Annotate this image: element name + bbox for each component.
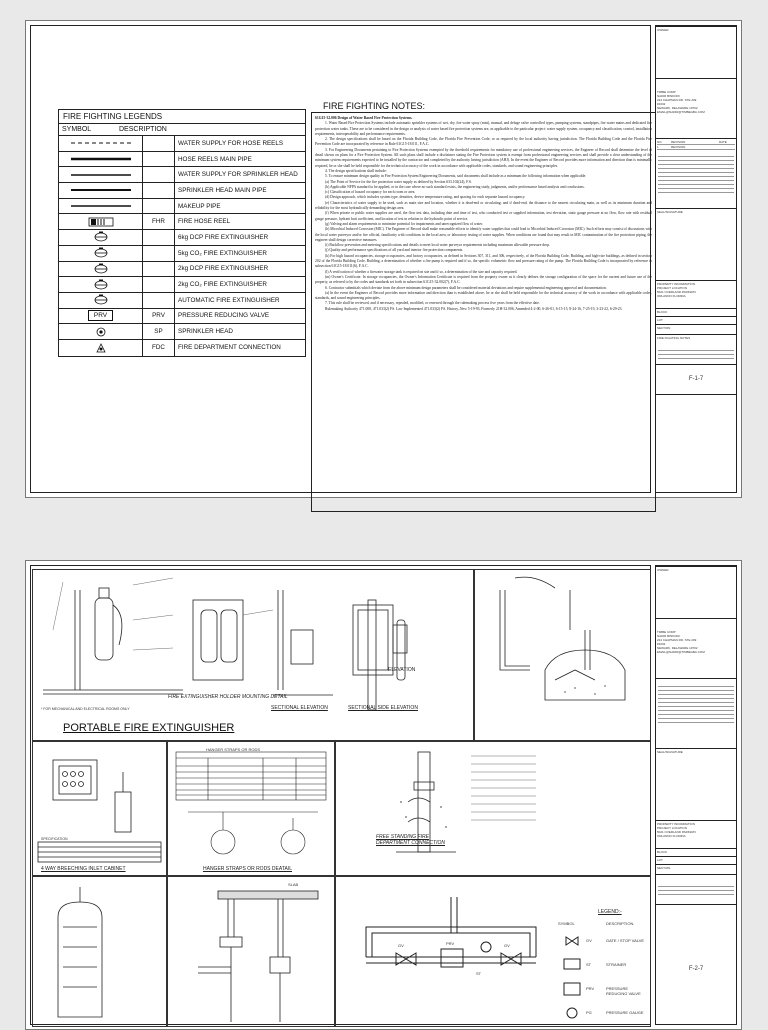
legend-col-description: DESCRIPTION xyxy=(119,125,167,133)
legend-description: AUTOMATIC FIRE EXTINGUISHER xyxy=(178,296,280,304)
legend-symbol-cell xyxy=(59,309,143,324)
legend-description: FIRE DEPARTMENT CONNECTION xyxy=(178,344,281,352)
note-paragraph: (k) For high hazard occupancies, storage occupancies, and factory occupancies, as defined in Sections 307, 311, and 306, respectively, of the Florida Building Code, Building, and high-rise buildings, as defined in section 202 of the Florida Building Code, Building, a determination of whether a fire pump is required and if so, the specific volumetric flow and pressure rating of the pump. The Florida Building Code is incorporated by reference in subsection 61G15-18.011(6), F.A.C. xyxy=(315,253,652,269)
note-paragraph: (a) The Point of Service for the fire protection water supply as defined by Section 633.102(24), F.S. xyxy=(325,179,472,184)
fdc-drawing xyxy=(336,742,650,875)
legend-description: 6kg DCP FIRE EXTINGUISHER xyxy=(178,233,269,241)
title-block xyxy=(655,25,737,493)
thick-line-icon xyxy=(71,157,131,161)
legend-title: FIRE FIGHTING LEGENDS xyxy=(59,110,305,124)
legend-row xyxy=(59,324,305,340)
tb-address-line: NADIR BINKOFF xyxy=(657,94,681,98)
slab-label: SLAB xyxy=(288,882,299,887)
pipe-detail-pane xyxy=(474,569,651,741)
legend-abbr xyxy=(143,262,175,277)
note-paragraph: Rulemaking Authority 471.008, 471.033(2) FS. Law Implemented 471.033(2) FS. History–New 5-19-93, Formerly 21H-32.006, Amended 4-2-00, 6-26-01, 6-15-15, 8-24-16, 7-25-19, 3-23-22, 6-29-23. xyxy=(325,306,623,311)
legend-symbol-cell xyxy=(59,230,143,245)
valve-legend-col-desc: DESCRIPTION xyxy=(606,921,634,926)
note-paragraph: (b) Applicable NFPA standard to be applied, or in the case where no such standard exists, the engineering study, judgments, and/or performance based analysis and conclusions. xyxy=(325,184,585,189)
tb-owner: OWNER xyxy=(656,26,736,78)
breeching-title: 4 WAY BREECHING INLET CABINET xyxy=(41,866,126,872)
legend-row xyxy=(59,340,305,356)
extinguisher-icon xyxy=(94,294,108,306)
legend-abbr xyxy=(143,136,175,151)
riser-pane xyxy=(167,876,335,1027)
legend-abbr: FDC xyxy=(143,340,175,356)
prv-station-pane xyxy=(335,876,651,1027)
medium-line-icon xyxy=(71,173,131,177)
tb2-sheet-title xyxy=(656,874,736,904)
tb-seal: SEAL/SIGNATURE xyxy=(656,208,736,280)
tb-project: PROPERTY INFORMATION PROJECT LOCATION 5021 OVERLAND PARKWAY ORLANDO FLORIDA xyxy=(656,280,736,308)
legend-description: WATER SUPPLY FOR SPRINKLER HEAD xyxy=(178,171,298,179)
tb2-project: PROPERTY INFORMATION PROJECT LOCATION 5021 OVERLAND PARKWAY ORLANDO FLORIDA xyxy=(656,820,736,848)
legend-abbr xyxy=(143,167,175,182)
tb-address-line: NADIR BINKOFF xyxy=(657,634,681,638)
note-paragraph: 1. Water Based Fire Protection Systems include automatic sprinkler systems of wet, dry, fire water spray (mist), manual, and deluge valve controlled types, pumping systems, standpipes, fire water mains and dedicated fire protection water tanks. These are to be considered in the design or analysis of water based fire protection systems are, as applicable to the particular project: water supply system, occupancy and classification, control, installation requirements, interoperability and performance requirements. xyxy=(315,121,652,136)
tb-address-line: NEWARK, DELAWARE 19702 xyxy=(657,106,698,110)
extinguisher-icon xyxy=(94,247,108,259)
breeching-inlet-drawing xyxy=(33,742,166,875)
legend-abbr xyxy=(143,199,175,214)
legend-description: SPRINKLER HEAD MAIN PIPE xyxy=(178,186,267,194)
title-block-2 xyxy=(655,565,737,1025)
hangers-pane xyxy=(167,741,335,876)
note-paragraph: (g) Valving and alarm requirements to minimize potential for impairments and unrecognized flow of water. xyxy=(325,221,483,226)
tb-address-line: #1632 xyxy=(657,642,666,646)
extinguisher-holder-drawing xyxy=(33,570,473,740)
tb2-revisions xyxy=(656,678,736,748)
holder-title: FIRE EXTINGUISHER HOLDER MOUNTING DETAIL xyxy=(168,694,288,700)
legend-description: MAKEUP PIPE xyxy=(178,202,221,210)
valve-legend-description: PRESSURE REDUCING VALVE xyxy=(606,986,641,996)
note-paragraph: (c) Classification of hazard occupancy for each room or area. xyxy=(325,190,416,195)
tb-project-address-line: 5021 OVERLAND PARKWAY xyxy=(657,830,697,834)
legend-symbol-cell xyxy=(59,262,143,277)
elevation-title: ELEVATION xyxy=(388,667,416,673)
legend-header xyxy=(59,124,305,136)
legend-row xyxy=(59,277,305,293)
hangers-drawing xyxy=(168,742,334,875)
hangers-table-title: HANGER STRAPS OR RODS xyxy=(206,747,261,752)
breeching-pane xyxy=(32,741,167,876)
legend-row xyxy=(59,246,305,262)
valve-legend-description: STRAINER xyxy=(606,962,627,967)
gv-label-1: GV xyxy=(398,943,404,948)
fdc-title: FREE STANDING FIRE DEPARTMENT CONNECTION xyxy=(376,834,445,846)
legend-description: 2kg DCP FIRE EXTINGUISHER xyxy=(178,265,269,273)
tb-block: BLOCK xyxy=(656,308,736,316)
legend-row xyxy=(59,136,305,152)
sheet-fire-fighting-notes xyxy=(25,20,742,498)
legend-col-symbol: SYMBOL xyxy=(62,125,92,133)
legend-row xyxy=(59,309,305,325)
legend-symbol-cell xyxy=(59,246,143,261)
tb-company: TIMBE CORP NADIR BINKOFF 234 CHAPMAN RD. STE 209 #1632 NEWARK, DELAWARE 19702 EMAIL@NADIR@TIMBEGBA.COM xyxy=(656,78,736,138)
note-paragraph: (d) Design approach, which includes system type, densities, device temperature rating, and spacing for each separate hazard occupancy. xyxy=(325,195,526,200)
note-paragraph: 5. To ensure minimum design quality in Fire Protection System Engineering Documents, said documents shall include as a minimum the following information when applicable. xyxy=(325,174,587,179)
thin-line-icon xyxy=(71,188,131,192)
dashed-line-icon xyxy=(71,141,131,145)
tb2-owner: OWNER xyxy=(656,566,736,618)
st-label: ST xyxy=(476,971,482,976)
legend-symbol-cell xyxy=(59,324,143,339)
tb-sheet-number: F-1-7 xyxy=(656,364,736,394)
legend-symbol-cell xyxy=(59,293,143,308)
legend-row xyxy=(59,293,305,309)
note-paragraph: 4. The design specifications shall include: xyxy=(325,168,387,173)
specification-label: SPECIFICATION xyxy=(41,837,68,841)
legend-description: WATER SUPPLY FOR HOSE REELS xyxy=(178,139,284,147)
legend-abbr xyxy=(143,293,175,308)
note-paragraph: 2. The design specifications shall be based on the Florida Building Code, the Florida Fire Prevention Code, or as required by the local authority having jurisdiction. The Florida Building Code and the Florida Fire Prevention Code are incorporated by reference in Rule 61G15-18.011, F.A.C. xyxy=(315,137,652,147)
tb-revisions: NO. REVISION DATE 1 REVISION xyxy=(656,138,736,208)
tb-address-line: #1632 xyxy=(657,102,666,106)
hangers-title: HANGER STRAPS OR RODS DEATAIL xyxy=(203,866,292,872)
extinguisher-icon xyxy=(94,279,108,291)
sectional-elevation-title: SECTIONAL ELEVATION xyxy=(271,705,328,711)
legend-abbr xyxy=(143,246,175,261)
note-paragraph: 6. Contractor submittals which deviate from the above minimum design parameters shall be considered material deviations and require supplemental engineering approval and documentation. xyxy=(325,285,607,290)
legend-abbr xyxy=(143,277,175,292)
note-paragraph: (m) Owner's Certificate. In storage occupancies, the Owner's Information Certificate is required from the property owner as it clearly defines the storage configuration of the space for the current and future use of the property, as referred to by the codes and standards set forth in subsection 61G15-32.002(7), F.A.C. xyxy=(315,274,652,285)
legend-symbol-cell xyxy=(59,199,143,214)
sprinkler-icon xyxy=(96,327,106,337)
legend-row xyxy=(59,230,305,246)
hose-reel-icon xyxy=(88,217,114,227)
tank-pane xyxy=(32,876,167,1027)
tb-address-line: NEWARK, DELAWARE 19702 xyxy=(657,646,698,650)
valve-legend-abbr: GV xyxy=(586,938,592,943)
tb-address-line: EMAIL@NADIR@TIMBEGBA.COM xyxy=(657,110,705,114)
note-paragraph: (l) A verification of whether a firewater storage tank is required on site and if so, a determination of the size and capacity required. xyxy=(325,269,518,274)
legend-description: HOSE REELS MAIN PIPE xyxy=(178,155,252,163)
prv-station-drawing xyxy=(336,877,650,1027)
note-paragraph: 3. For Engineering Documents pertaining to Fire Protection Systems exempted by the threshold requirements for mandatory use of professional engineering services, the Engineer of Record shall determine the level of detail shown on plans for a Fire Protection System. All such plans shall include a disclaimer stating the Fire Protection system is exempt from professional engineering services and shall provide a clear understanding of the minimum system requirements expected to be installed by the contractor and completed by the authority having jurisdiction (AHJ). In the event the Engineer of Record provides more information and direction than is minimally required, he or she shall be held responsible for the technical accuracy of the work in accordance with applicable codes, standards, and sound engineering principles. xyxy=(315,147,652,168)
legend-abbr: FHR xyxy=(143,214,175,229)
tb-lot: LOT xyxy=(656,316,736,324)
legend-abbr: SP xyxy=(143,324,175,339)
tb-project-address-line: 5021 OVERLAND PARKWAY xyxy=(657,290,697,294)
legend-abbr: PRV xyxy=(143,309,175,324)
legend-description: 2kg CO₂ FIRE EXTINGUISHER xyxy=(178,281,267,289)
fdc-pane xyxy=(335,741,651,876)
legend-row xyxy=(59,152,305,168)
note-paragraph: (a) In the event the Engineer of Record provides more information and direction than is established above, he or she shall be held responsible for the technical accuracy of the work in accordance with applicable codes, standards, and sound engineering principles. xyxy=(315,290,652,301)
tb2-sheet-number: F-2-7 xyxy=(656,904,736,1024)
elev-note: * FOR MECHANICAL AND ELECTRICAL ROOMS ONLY xyxy=(41,707,130,711)
gv-label-2: GV xyxy=(504,943,510,948)
legend-symbol-cell xyxy=(59,214,143,229)
note-paragraph: (f) When private or public water supplies are used, the flow test data, including date and time of test, who conducted test or supplied information, test elevation, static gauge pressure at no flow, flow rate with residual gauge pressure, hydrant butt coefficient, and location of test in relation to the hydraulic point of service. xyxy=(315,211,652,221)
legend-description: SPRINKLER HEAD xyxy=(178,328,233,336)
valve-legend-abbr: ST xyxy=(586,962,592,967)
legend-symbol-cell xyxy=(59,167,143,182)
underground-pipe-drawing xyxy=(475,570,650,740)
sectional-side-title: SECTIONAL SIDE ELEVATION xyxy=(348,705,418,711)
legend-row xyxy=(59,199,305,215)
note-paragraph: 7. This rule shall be reviewed, and if necessary, repealed, modified, or renewed through the rulemaking process five years from the effective date. xyxy=(325,301,540,306)
sheet-fire-fighting-details xyxy=(25,560,742,1030)
tb-address-line: EMAIL@NADIR@TIMBEGBA.COM xyxy=(657,650,705,654)
prv-box-icon: PRV xyxy=(88,310,113,321)
tb2-section: SECTION xyxy=(656,864,736,874)
tb-address-line: 234 CHAPMAN RD. STE 209 xyxy=(657,98,697,102)
legend-abbr xyxy=(143,152,175,167)
legend-description: PRESSURE REDUCING VALVE xyxy=(178,312,270,320)
note-paragraph: (e) Characteristics of water supply to be used, such as main size and location, whether it is dead-end or circulating; and if dead-end, the distance to the nearest circulating main, as well as its minimum duration and reliability for the most hydraulically demanding design area. xyxy=(315,200,652,211)
valve-legend-col-symbol: SYMBOL xyxy=(558,921,575,926)
legend-symbol-cell xyxy=(59,183,143,198)
legend-row xyxy=(59,183,305,199)
extinguisher-icon xyxy=(94,263,108,275)
tb2-seal: SEAL/SIGNATURE xyxy=(656,748,736,820)
tb-section: SECTION xyxy=(656,324,736,334)
valve-legend-description: GATE / STOP VALVE xyxy=(606,938,645,943)
prv-label: PRV xyxy=(446,941,455,946)
valve-legend-description: PRESSURE GAUGE xyxy=(606,1010,644,1015)
legend-abbr xyxy=(143,183,175,198)
riser-drawing xyxy=(168,877,334,1027)
portable-extinguisher-pane xyxy=(32,569,474,741)
legend-symbol-cell xyxy=(59,152,143,167)
tb2-lot: LOT xyxy=(656,856,736,864)
dash-line-icon xyxy=(71,204,131,208)
note-paragraph: (j) Quality and performance specifications of all yard and interior fire protection components. xyxy=(325,248,464,253)
fire-fighting-legend-table xyxy=(58,109,306,357)
tb-project-address-line: ORLANDO FLORIDA xyxy=(657,294,686,298)
tb-blank xyxy=(656,394,736,492)
tb2-company: TIMBE CORP NADIR BINKOFF 234 CHAPMAN RD. STE 209 #1632 NEWARK, DELAWARE 19702 EMAIL@NADIR@TIMBEGBA.COM xyxy=(656,618,736,678)
note-paragraph: (i) Backflow prevention and metering specifications and details to meet local water purveyor requirements including maximum allowable pressure drop. xyxy=(325,243,550,248)
notes-heading: 61G15-32.006 Design of Water Based Fire Protection Systems. xyxy=(315,116,413,120)
legend-row xyxy=(59,214,305,230)
legend-symbol-cell xyxy=(59,136,143,151)
valve-legend-abbr: PRV xyxy=(586,986,595,991)
legend-symbol-cell xyxy=(59,277,143,292)
fire-fighting-notes xyxy=(311,112,656,512)
legend-row xyxy=(59,167,305,183)
legend-row xyxy=(59,262,305,278)
note-paragraph: (h) Microbial Induced Corrosion (MIC). The Engineer of Record shall make reasonable efforts to identify water supplies that could lead to Microbial Induced Corrosion (MIC). Such efforts may consist of discussions with the local water purveyor and/or fire official, familiarity with conditions in the local area, or laboratory testing of water supplies. When conditions are found that may result in MIC contamination of the fire protection piping, the engineer shall design corrective measures. xyxy=(315,227,652,242)
legend-abbr xyxy=(143,230,175,245)
notes-title: FIRE FIGHTING NOTES: xyxy=(323,101,426,111)
tb-project-address-line: ORLANDO FLORIDA xyxy=(657,834,686,838)
legend-description: FIRE HOSE REEL xyxy=(178,218,231,226)
fdc-icon xyxy=(95,342,107,354)
portable-title: PORTABLE FIRE EXTINGUISHER xyxy=(63,722,235,734)
tb-address-line: 234 CHAPMAN RD. STE 209 xyxy=(657,638,697,642)
tb2-block: BLOCK xyxy=(656,848,736,856)
legend-description: 5kg CO₂ FIRE EXTINGUISHER xyxy=(178,249,267,257)
tank-drawing xyxy=(33,877,166,1027)
legend-symbol-cell xyxy=(59,340,143,356)
valve-legend-title: LEGEND:- xyxy=(598,909,622,915)
extinguisher-icon xyxy=(94,231,108,243)
tb-sheet-title: FIRE FIGHTING NOTES xyxy=(656,334,736,364)
valve-legend-abbr: PG xyxy=(586,1010,592,1015)
